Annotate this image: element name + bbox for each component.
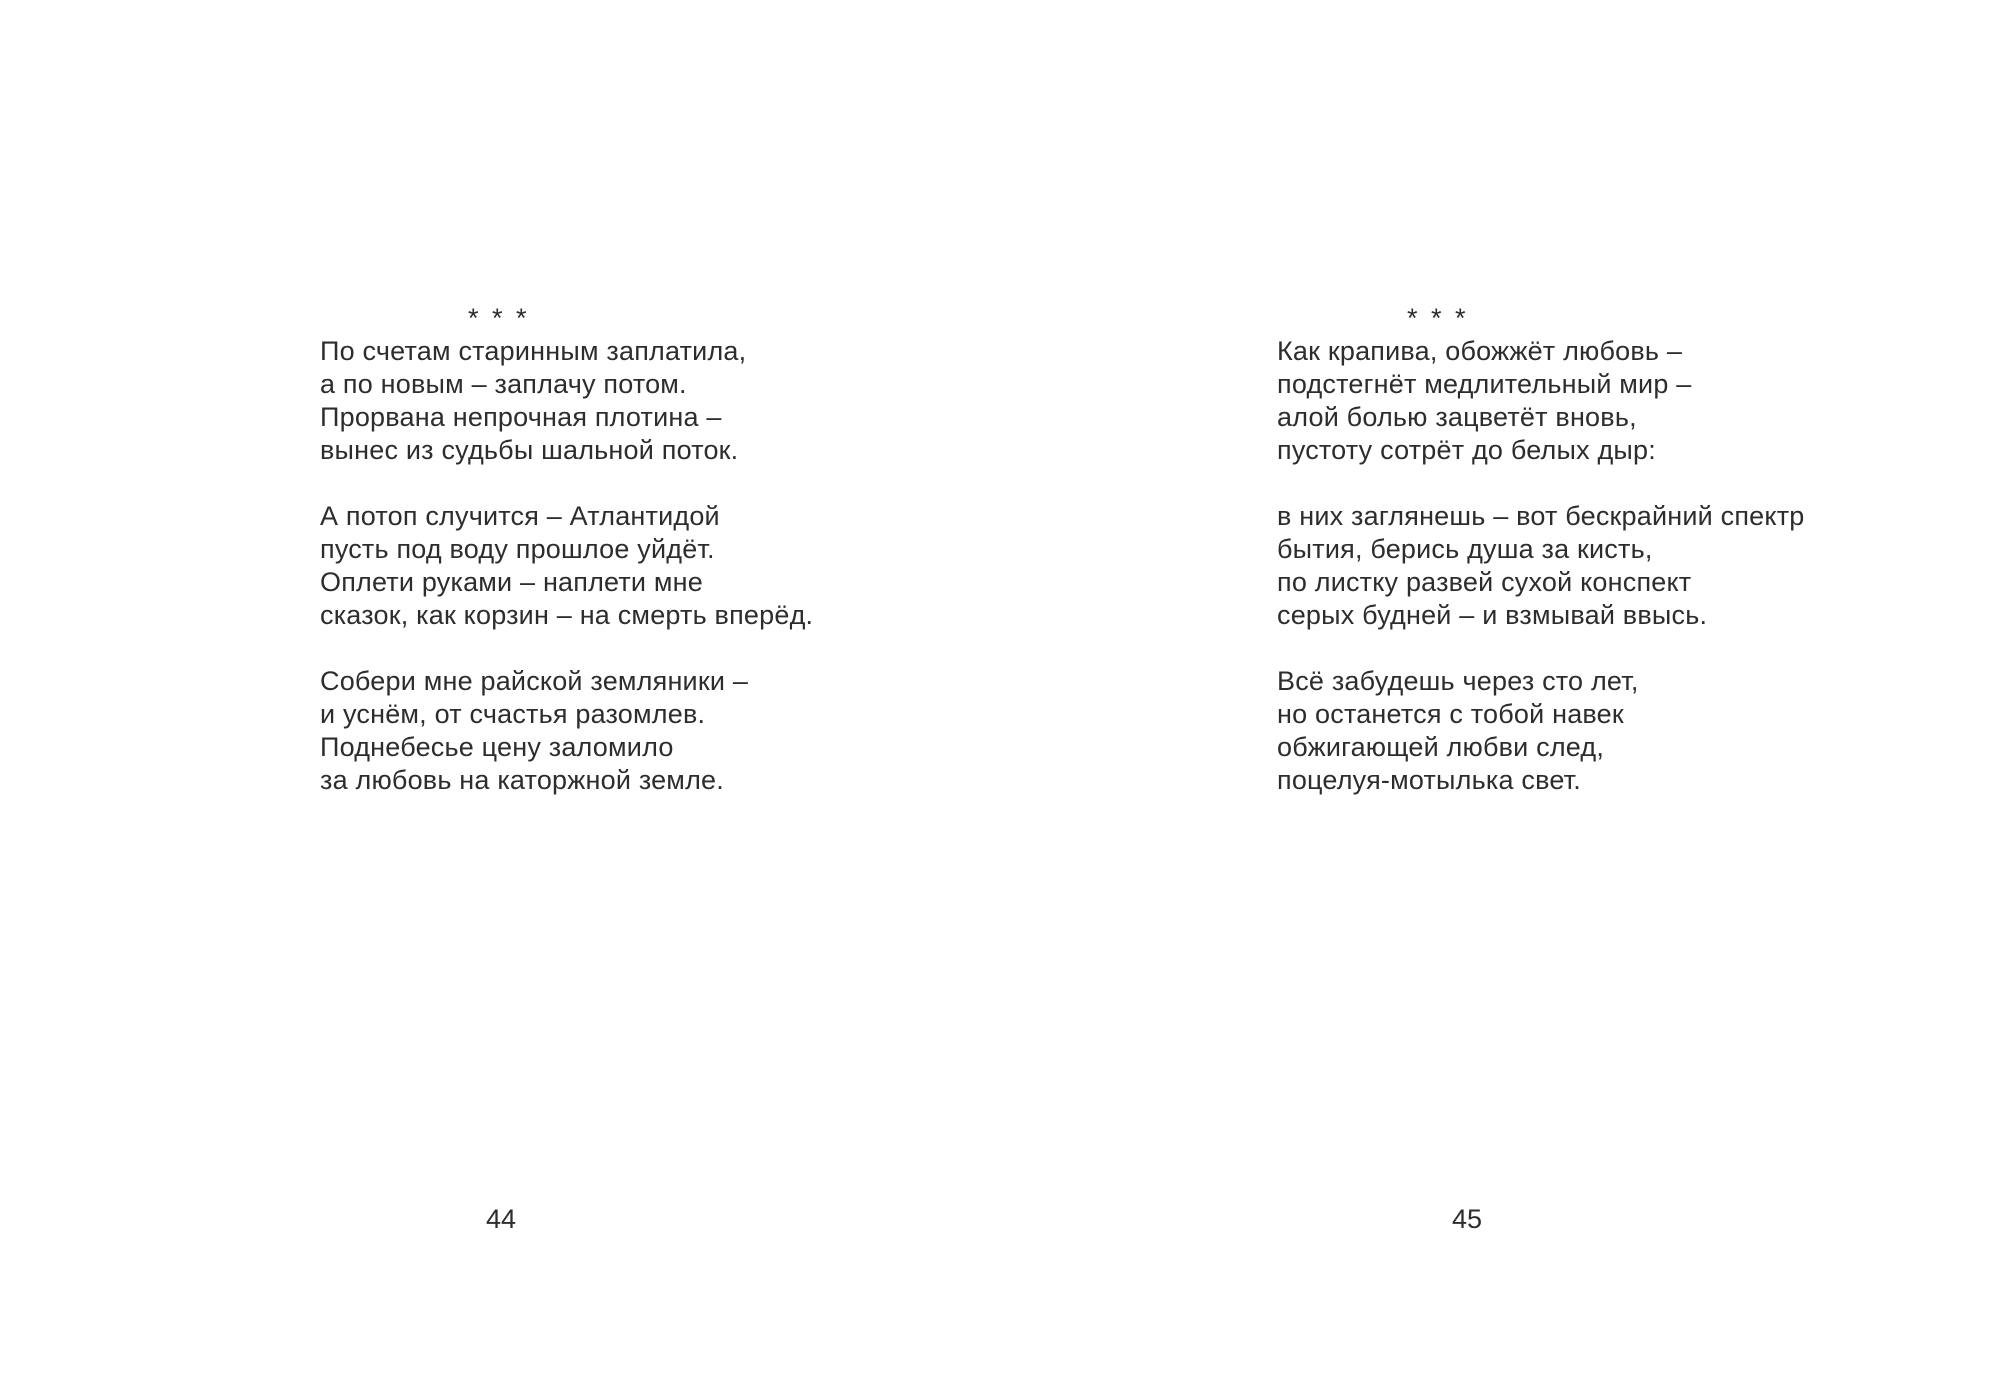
poem-line: по листку развей сухой конспект	[1277, 567, 1692, 597]
stanza	[1277, 335, 1804, 467]
poem-line: алой болью зацветёт вновь,	[1277, 402, 1637, 432]
poem-line: сказок, как корзин – на смерть вперёд.	[320, 600, 814, 630]
poem-line: Как крапива, обожжёт любовь –	[1277, 336, 1683, 366]
poem-line: подстегнёт медлительный мир –	[1277, 369, 1692, 399]
poem-line: и уснём, от счастья разомлев.	[320, 699, 706, 729]
stanza	[320, 500, 813, 632]
page-number-right: 45	[1452, 1204, 1483, 1234]
poem-line: за любовь на каторжной земле.	[320, 765, 724, 795]
page-right	[1004, 0, 2009, 1386]
poem-line: а по новым – заплачу потом.	[320, 369, 687, 399]
poem-line: но останется с тобой навек	[1277, 699, 1624, 729]
poem-line: Собери мне райской земляники –	[320, 666, 749, 696]
stanza	[320, 665, 813, 797]
stanza	[1277, 500, 1804, 632]
poem-right	[1277, 302, 1804, 797]
poem-line: в них заглянешь – вот бескрайний спектр	[1277, 501, 1805, 531]
poem-line: поцелуя-мотылька свет.	[1277, 765, 1581, 795]
page-number-left: 44	[486, 1204, 517, 1234]
page-left	[0, 0, 1004, 1386]
stanza	[320, 335, 813, 467]
poem-left	[320, 302, 813, 797]
section-divider-asterisks: * * *	[1407, 303, 1469, 333]
poem-line: вынес из судьбы шальной поток.	[320, 435, 739, 465]
poem-line: Поднебесье цену заломило	[320, 732, 674, 762]
section-divider-asterisks: * * *	[468, 303, 530, 333]
poem-line: пустоту сотрёт до белых дыр:	[1277, 435, 1656, 465]
poem-line: обжигающей любви след,	[1277, 732, 1605, 762]
poem-line: бытия, берись душа за кисть,	[1277, 534, 1653, 564]
poem-line: пусть под воду прошлое уйдёт.	[320, 534, 715, 564]
poem-line: серых будней – и взмывай ввысь.	[1277, 600, 1708, 630]
poem-line: По счетам старинным заплатила,	[320, 336, 747, 366]
poem-line: Прорвана непрочная плотина –	[320, 402, 722, 432]
stanza	[1277, 665, 1804, 797]
poem-line: А потоп случится – Атлантидой	[320, 501, 720, 531]
poem-line: Оплети руками – наплети мне	[320, 567, 704, 597]
poem-line: Всё забудешь через сто лет,	[1277, 666, 1639, 696]
